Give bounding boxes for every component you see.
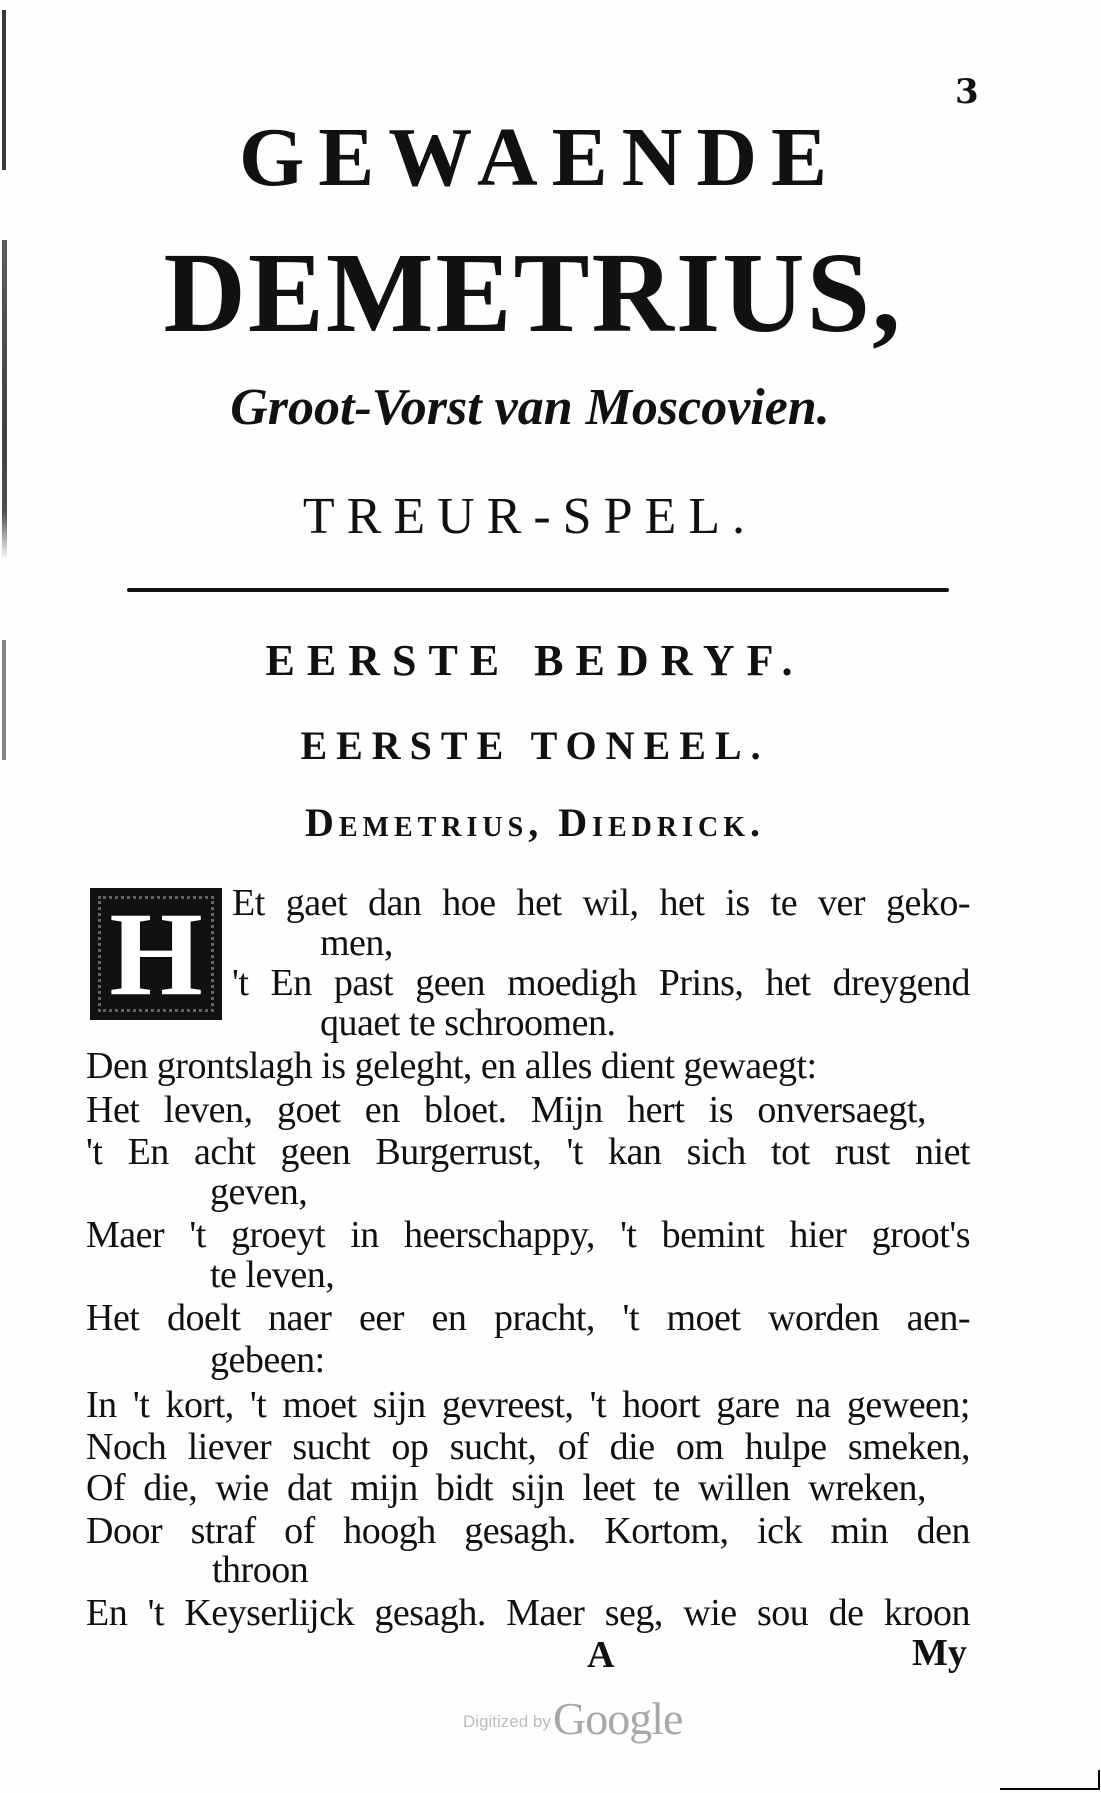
verse-line-continuation: geven, xyxy=(210,1171,308,1213)
genre-heading: TREUR-SPEL. xyxy=(302,488,758,545)
title-line-1: GEWAENDE xyxy=(238,111,842,204)
verse-line-continuation: quaet te schroomen. xyxy=(320,1002,616,1044)
google-watermark-logo: Google xyxy=(553,1693,683,1744)
verse-line-continuation: gebeen: xyxy=(210,1339,325,1381)
horizontal-rule xyxy=(127,588,949,592)
verse-line-continuation: te leven, xyxy=(210,1254,335,1296)
title-line-2: DEMETRIUS, xyxy=(163,229,903,356)
scan-border-bottom xyxy=(1000,1788,1100,1790)
verse-line: Het leven, goet en bloet. Mijn hert is onversaegt, xyxy=(86,1089,926,1131)
watermark-prefix: Digitized by xyxy=(463,1712,551,1731)
verse-line: Of die, wie dat mijn bidt sijn leet te willen wreken, xyxy=(86,1467,926,1509)
drop-cap-letter: H xyxy=(109,888,203,1020)
page-number: 3 xyxy=(955,72,979,112)
page-edge-shadow xyxy=(2,240,7,560)
verse-line: In 't kort, 't moet sijn gevreest, 't hoort gare na geween; xyxy=(86,1384,970,1426)
verse-line: Het doelt naer eer en pracht, 't moet worden aen- xyxy=(86,1297,970,1339)
page-edge-shadow xyxy=(2,640,6,760)
scan-border-right xyxy=(1098,1770,1100,1790)
verse-line: Maer 't groeyt in heerschappy, 't bemint hier groot's xyxy=(86,1214,970,1256)
dramatis-personae: Demetrius, Diedrick. xyxy=(304,800,766,845)
act-heading: EERSTE BEDRYF. xyxy=(265,636,805,685)
page-edge-shadow xyxy=(2,10,6,170)
catchword: My xyxy=(912,1632,967,1674)
verse-line: Door straf of hoogh gesagh. Kortom, ick min den xyxy=(86,1510,970,1552)
verse-line: Den grontslagh is geleght, en alles dient gewaegt: xyxy=(86,1045,817,1087)
verse-line: 't En acht geen Burgerrust, 't kan sich tot rust niet xyxy=(86,1131,970,1173)
subtitle: Groot-Vorst van Moscovien. xyxy=(230,379,830,436)
verse-line: 't En past geen moedigh Prins, het dreygend xyxy=(232,962,970,1004)
verse-line: Noch liever sucht op sucht, of die om hulpe smeken, xyxy=(86,1426,970,1468)
ornamental-drop-cap xyxy=(90,888,222,1020)
verse-line: En 't Keyserlijck gesagh. Maer seg, wie sou de kroon xyxy=(86,1592,970,1634)
signature-mark: A xyxy=(587,1634,615,1676)
verse-line-continuation: men, xyxy=(320,922,393,964)
verse-line: Et gaet dan hoe het wil, het is te ver geko- xyxy=(232,882,970,924)
verse-line-continuation: throon xyxy=(212,1549,309,1591)
scene-heading: EERSTE TONEEL. xyxy=(300,723,770,768)
